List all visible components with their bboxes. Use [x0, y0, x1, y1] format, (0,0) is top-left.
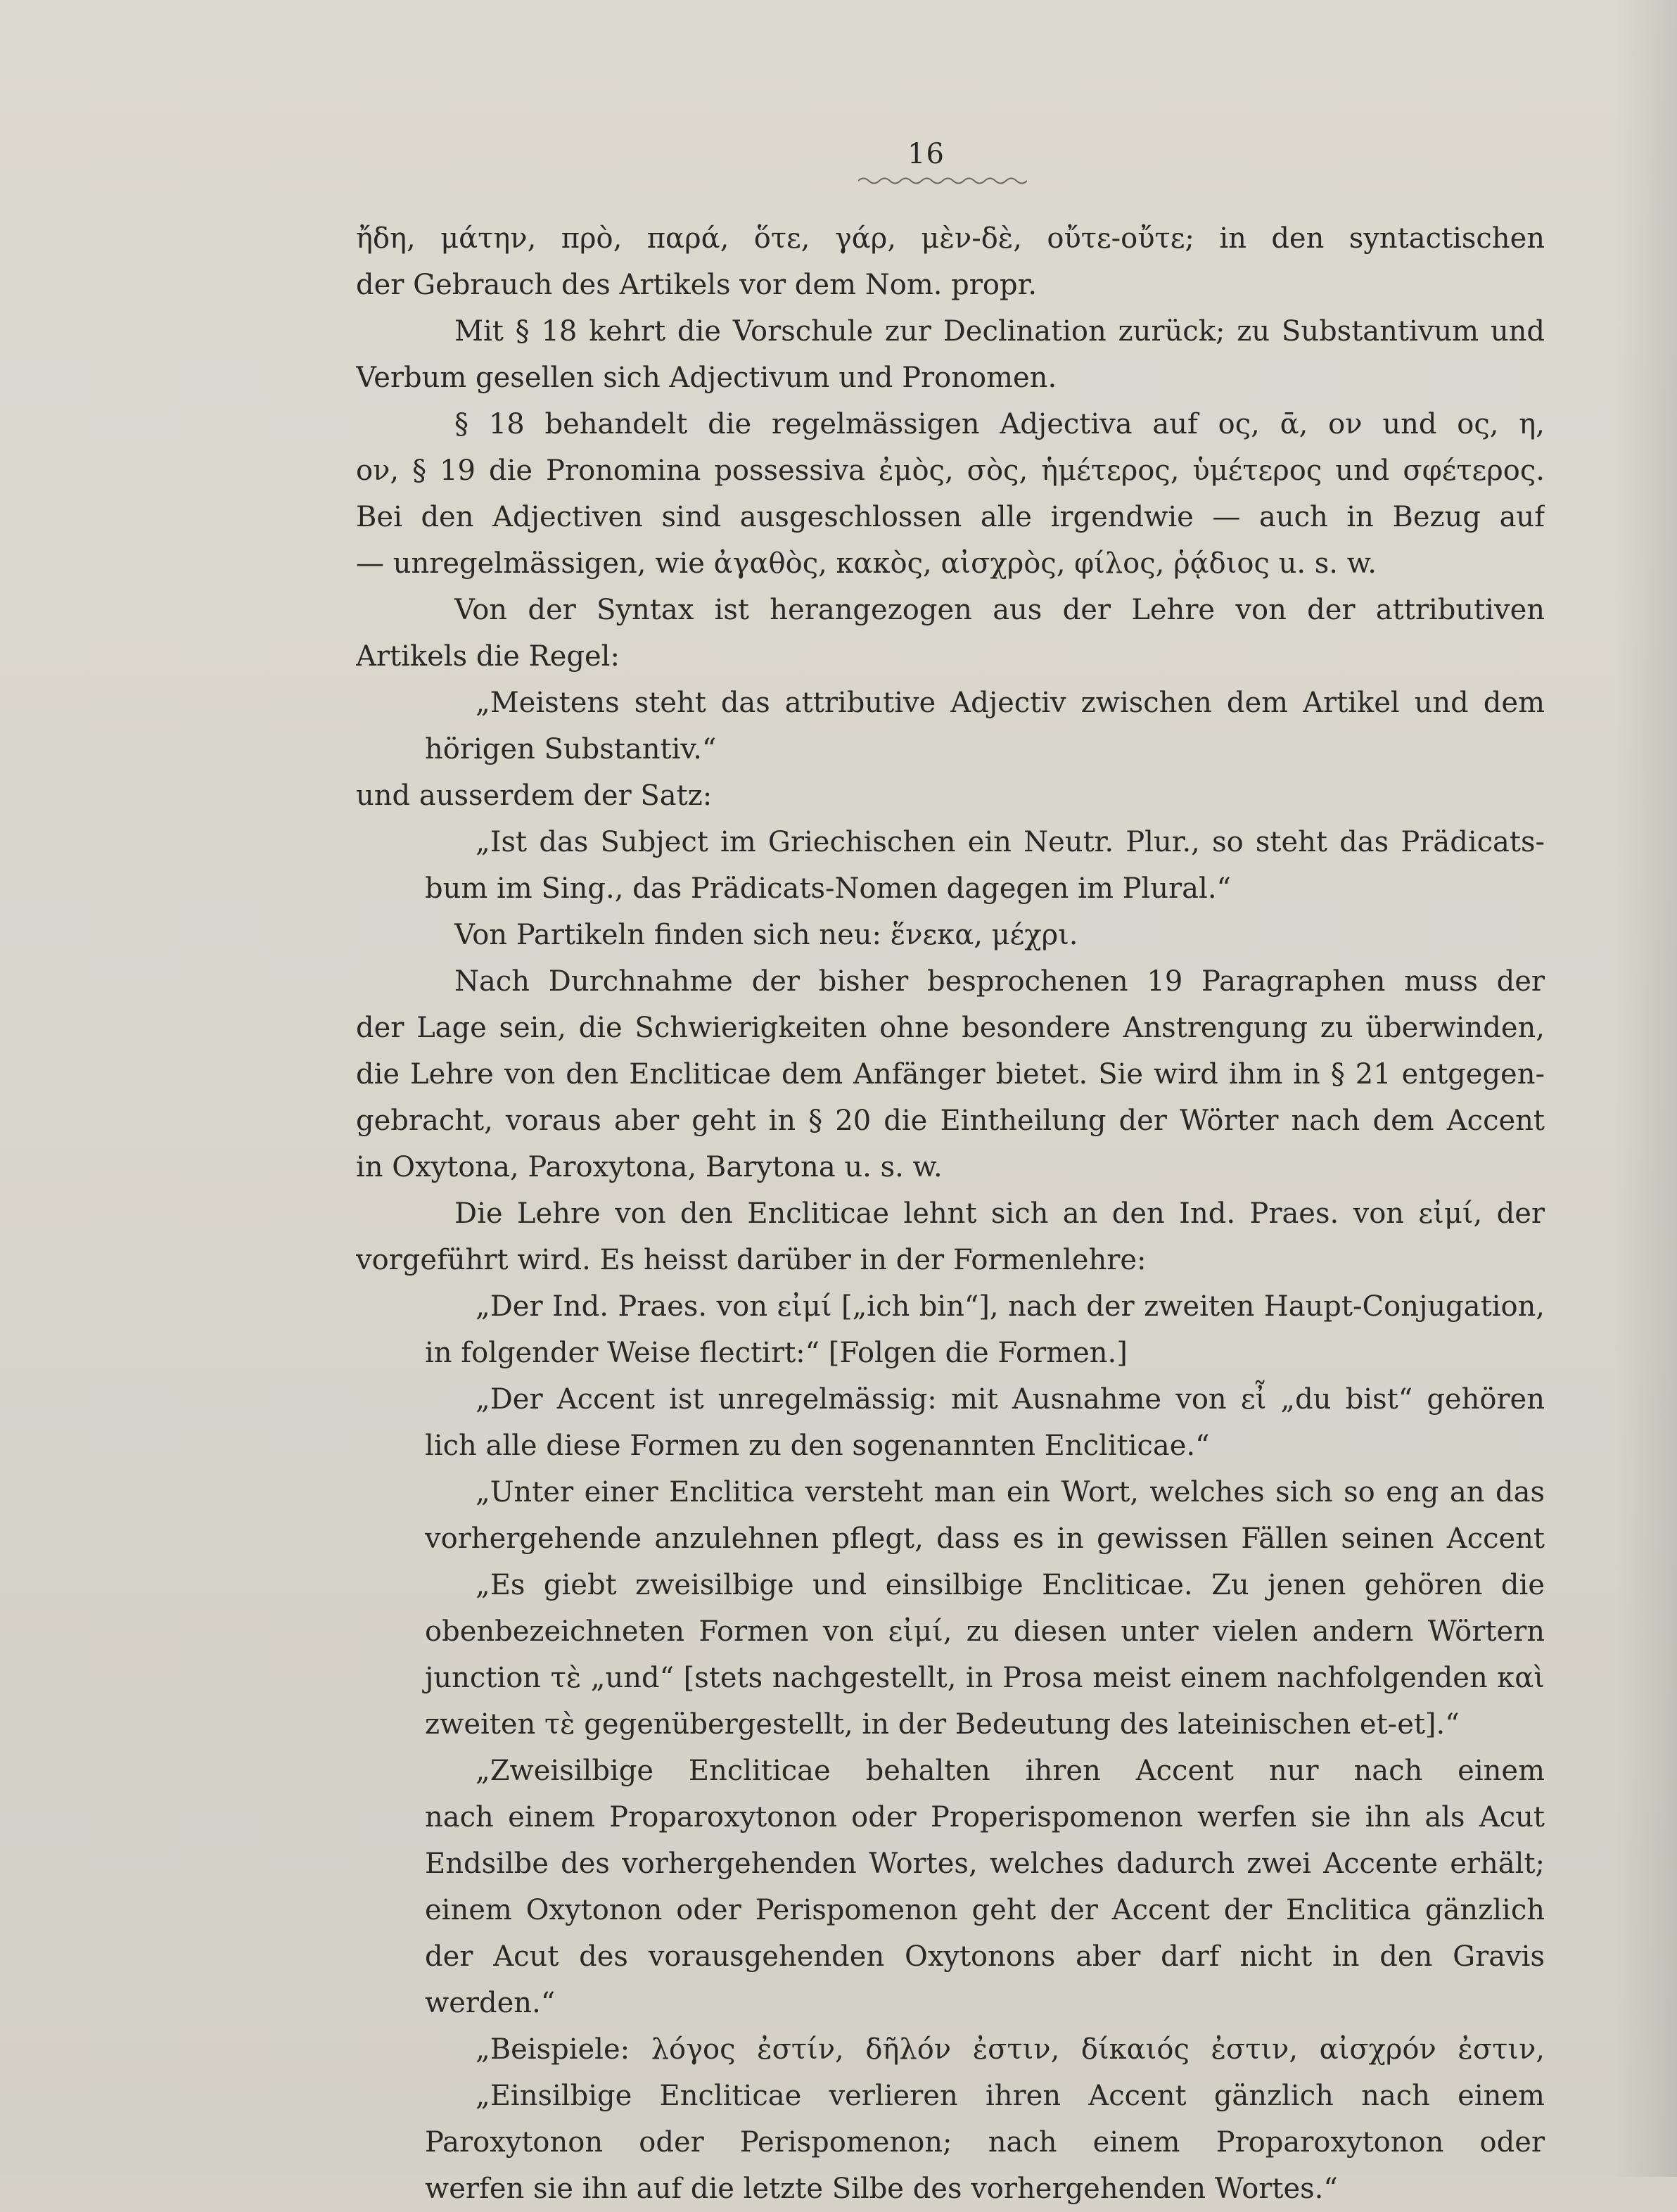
text-line: Die Lehre von den Encliticae lehnt sich an den Ind. Praes. von εἰμί, der	[454, 1197, 1545, 1230]
text-line: in folgender Weise flectirt:“ [Folgen die Formen.]	[425, 1337, 1128, 1369]
text-line: lich alle diese Formen zu den sogenannten Encliticae.“	[425, 1430, 1210, 1462]
text-line: Bei den Adjectiven sind ausgeschlossen alle irgendwie — auch in Bezug auf	[356, 501, 1545, 533]
text-line: werden.“	[425, 1987, 556, 2019]
text-line: die Lehre von den Encliticae dem Anfänger bietet. Sie wird ihm in § 21 entgegen-	[356, 1058, 1545, 1091]
text-line: und ausserdem der Satz:	[356, 780, 713, 812]
page-number-ornament	[858, 176, 1027, 186]
text-line: Endsilbe des vorhergehenden Wortes, welches dadurch zwei Accente erhält;	[425, 1848, 1545, 1880]
text-line: gebracht, voraus aber geht in § 20 die Eintheilung der Wörter nach dem Accent	[356, 1105, 1545, 1137]
text-line: vorgeführt wird. Es heisst darüber in der Formenlehre:	[356, 1244, 1147, 1276]
text-line: „Unter einer Enclitica versteht man ein Wort, welches sich so eng an das	[476, 1476, 1545, 1508]
text-line: bum im Sing., das Prädicats-Nomen dagegen im Plural.“	[425, 872, 1231, 905]
page-number: 16	[907, 138, 945, 170]
text-line: „Der Ind. Praes. von εἰμί [„ich bin“], nach der zweiten Haupt-Conjugation,	[476, 1290, 1545, 1323]
text-line: Nach Durchnahme der bisher besprochenen 19 Paragraphen muss der	[454, 965, 1545, 998]
text-line: der Lage sein, die Schwierigkeiten ohne besondere Anstrengung zu überwinden,	[356, 1012, 1545, 1044]
text-line: „Meistens steht das attributive Adjectiv zwischen dem Artikel und dem	[476, 687, 1545, 719]
text-line: der Gebrauch des Artikels vor dem Nom. propr.	[356, 269, 1038, 301]
text-line: — unregelmässigen, wie ἀγαθὸς, κακὸς, αἰσχρὸς, φίλος, ῥᾴδιος u. s. w.	[356, 547, 1377, 580]
text-line: Paroxytonon oder Perispomenon; nach einem Proparoxytonon oder	[425, 2126, 1545, 2159]
text-line: hörigen Substantiv.“	[425, 733, 717, 765]
body-text	[356, 215, 1545, 2212]
text-line: ον, § 19 die Pronomina possessiva ἐμὸς, σὸς, ἡμέτερος, ὑμέτερος und σφέτερος.	[356, 455, 1545, 487]
text-line: der Acut des vorausgehenden Oxytonons aber darf nicht in den Gravis	[425, 1940, 1545, 1973]
text-line: junction τὲ „und“ [stets nachgestellt, in Prosa meist einem nachfolgenden καὶ	[425, 1662, 1545, 1694]
text-line: § 18 behandelt die regelmässigen Adjectiva auf ος, ᾱ, ον und ος, η,	[454, 408, 1545, 440]
text-line: Von der Syntax ist herangezogen aus der Lehre von der attributiven	[454, 594, 1545, 626]
text-line: vorhergehende anzulehnen pflegt, dass es in gewissen Fällen seinen Accent	[425, 1523, 1545, 1555]
text-line: nach einem Proparoxytonon oder Properispomenon werfen sie ihn als Acut	[425, 1801, 1545, 1833]
text-line: zweiten τὲ gegenübergestellt, in der Bedeutung des lateinischen et-et].“	[425, 1708, 1460, 1741]
text-line: werfen sie ihn auf die letzte Silbe des vorhergehenden Wortes.“	[425, 2173, 1338, 2205]
text-line: Von Partikeln finden sich neu: ἕνεκα, μέχρι.	[454, 919, 1078, 951]
text-line: Verbum gesellen sich Adjectivum und Pronomen.	[356, 362, 1057, 394]
page-edge-shadow	[1614, 0, 1677, 2177]
text-line: Mit § 18 kehrt die Vorschule zur Declination zurück; zu Substantivum und	[454, 315, 1545, 348]
text-line: „Einsilbige Encliticae verlieren ihren Accent gänzlich nach einem	[476, 2080, 1545, 2112]
text-line: „Beispiele: λόγος ἐστίν, δῆλόν ἐστιν, δίκαιός ἐστιν, αἰσχρόν ἐστιν,	[476, 2033, 1545, 2066]
text-line: ἤδη, μάτην, πρὸ, παρά, ὅτε, γάρ, μὲν-δὲ, οὔτε-οὔτε; in den syntactischen	[356, 222, 1545, 255]
text-line: „Ist das Subject im Griechischen ein Neutr. Plur., so steht das Prädicats-	[476, 826, 1545, 858]
text-line: „Zweisilbige Encliticae behalten ihren Accent nur nach einem	[476, 1755, 1545, 1787]
text-line: Artikels die Regel:	[356, 640, 620, 673]
text-line: „Der Accent ist unregelmässig: mit Ausnahme von εἶ „du bist“ gehören	[476, 1383, 1545, 1416]
text-line: in Oxytona, Paroxytona, Barytona u. s. w.	[356, 1151, 943, 1183]
text-line: einem Oxytonon oder Perispomenon geht der Accent der Enclitica gänzlich	[425, 1894, 1545, 1926]
text-line: obenbezeichneten Formen von εἰμί, zu diesen unter vielen andern Wörtern	[425, 1615, 1545, 1648]
text-line: „Es giebt zweisilbige und einsilbige Encliticae. Zu jenen gehören die	[476, 1569, 1545, 1601]
